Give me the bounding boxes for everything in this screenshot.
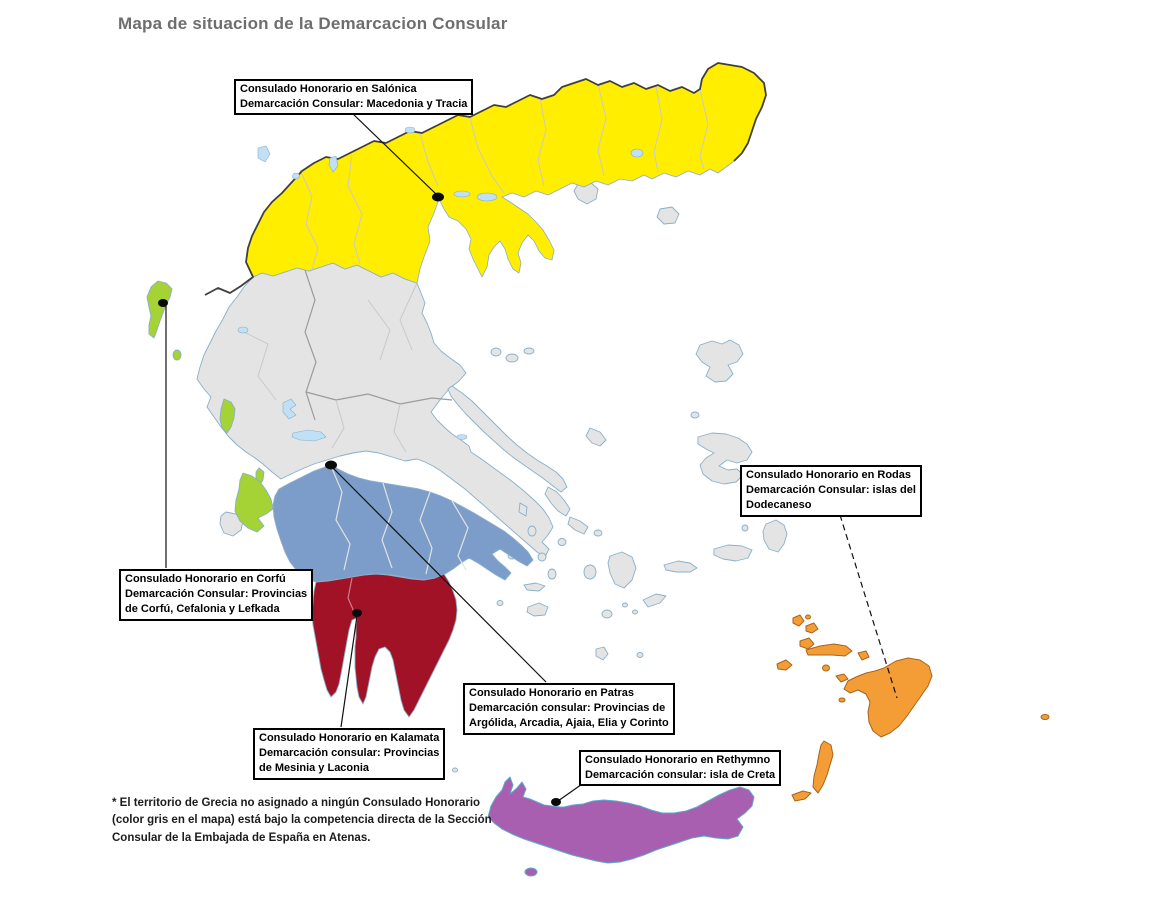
marker-patras [325, 461, 337, 470]
callout-line: Argólida, Arcadia, Ajaia, Elia y Corinto [469, 717, 669, 730]
aegean-island [491, 348, 501, 356]
callout-salonica [234, 79, 473, 115]
island-skyros [586, 428, 606, 446]
lake [258, 146, 270, 162]
island-patmos [793, 615, 804, 626]
callout-line: Consulado Honorario en Corfú [125, 573, 286, 585]
callout-line: Demarcación Consular: Provincias [125, 588, 308, 601]
aegean-island [742, 525, 748, 531]
marker-salonica [432, 193, 444, 202]
leader-line-rodas [840, 515, 897, 698]
region-rodas-orange [777, 615, 1049, 801]
lake [454, 191, 470, 197]
aegean-island [602, 610, 612, 618]
lake [477, 193, 497, 201]
lake [457, 435, 467, 440]
lake [631, 149, 643, 157]
callout-corfu [119, 569, 313, 621]
aegean-island [497, 601, 503, 606]
island-santorini [596, 647, 608, 660]
aegean-island [691, 412, 699, 418]
lake [405, 127, 415, 133]
island-paros [584, 565, 596, 579]
aegean-island [453, 768, 458, 772]
island-crete [488, 777, 754, 863]
island-nisyros [823, 665, 830, 671]
callout-line: Consulado Honorario en Rodas [746, 469, 912, 481]
island-andros [545, 487, 570, 516]
page-title: Mapa de situacion de la Demarcacion Consular [118, 14, 508, 33]
island-paxos [173, 350, 181, 360]
callout-line: Demarcación Consular: Macedonia y Tracia [240, 98, 468, 111]
island-corfu [147, 281, 172, 338]
callout-line: Consulado Honorario en Patras [469, 687, 635, 699]
aegean-island [528, 526, 536, 536]
callout-line: Dodecaneso [746, 499, 812, 512]
callout-line: Demarcación consular: isla de Creta [585, 769, 776, 782]
island-amorgos [643, 594, 666, 607]
marker-kalamata [352, 609, 362, 617]
footnote-line: (color gris en el mapa) está bajo la competencia directa de la Sección [112, 814, 492, 827]
region-rethymno-purple [488, 777, 754, 876]
callout-rodas [740, 465, 922, 517]
callout-line: Demarcación consular: Provincias de [469, 702, 666, 715]
aegean-island [637, 653, 643, 658]
callout-patras [463, 683, 675, 735]
marker-corfu [158, 299, 168, 307]
aegean-island [524, 348, 534, 354]
footnote-line: * El territorio de Grecia no asignado a ningún Consulado Honorario [112, 797, 481, 809]
island-kos [806, 644, 852, 656]
region-kalamata-red [312, 574, 457, 717]
island-kastellorizo [1041, 715, 1049, 720]
island-symi [858, 651, 869, 660]
callout-rethymno [579, 750, 781, 786]
callout-line: Demarcación Consular: islas del [746, 484, 916, 497]
callout-line: de Corfú, Cefalonia y Lefkada [125, 603, 280, 616]
region-south-peloponnese [312, 574, 457, 717]
island-gavdos [525, 868, 537, 876]
island-kalymnos [800, 638, 814, 649]
aegean-island [594, 530, 602, 536]
island-chios [763, 520, 787, 552]
island-lemnos [696, 340, 743, 382]
island-lipsi [806, 615, 811, 619]
lake [293, 173, 300, 179]
footnote-line: Consular de la Embajada de España en Atenas. [112, 831, 371, 844]
callout-line: Consulado Honorario en Kalamata [259, 732, 440, 744]
island-astypalea [777, 660, 792, 670]
island-samos [714, 545, 752, 561]
map-footnote [112, 795, 492, 847]
callout-line: Demarcación consular: Provincias [259, 747, 440, 760]
island-tilos [836, 674, 848, 682]
aegean-island [633, 610, 638, 614]
island-karpathos [813, 741, 833, 793]
island-ikaria [664, 561, 697, 572]
aegean-island [538, 553, 546, 561]
callout-line: Consulado Honorario en Rethymno [585, 754, 771, 766]
island-samothrace [657, 207, 679, 224]
marker-rethymno [551, 798, 561, 806]
island-tinos [568, 517, 588, 534]
aegean-island [558, 539, 566, 546]
island-kasos [792, 791, 811, 801]
island-halki [839, 698, 845, 702]
island-leros [806, 623, 818, 633]
aegean-island [623, 603, 628, 607]
island-hydra [524, 583, 545, 591]
aegean-island [506, 354, 518, 362]
aegean-island [548, 569, 556, 579]
island-milos [527, 603, 548, 616]
lake [238, 327, 248, 333]
callout-line: de Mesinia y Laconia [259, 762, 370, 775]
island-naxos [608, 552, 636, 588]
callout-line: Consulado Honorario en Salónica [240, 83, 417, 95]
callout-kalamata [253, 728, 445, 780]
